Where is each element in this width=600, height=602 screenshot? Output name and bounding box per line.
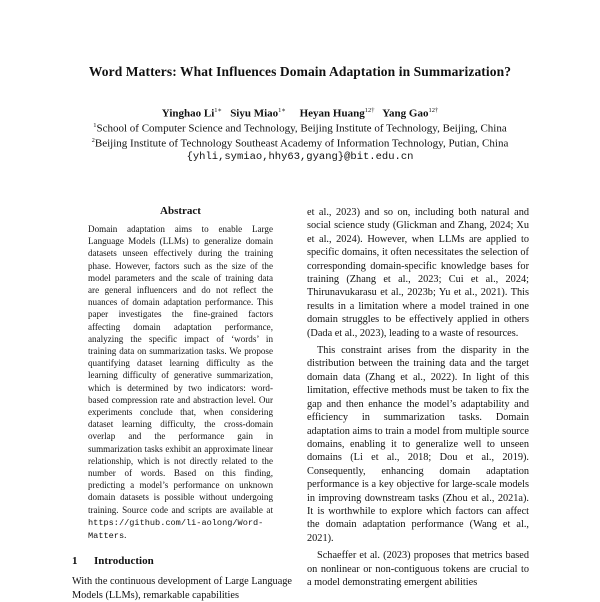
author-emails: {yhli,symiao,hhy63,gyang}@bit.edu.cn <box>186 151 414 163</box>
affiliation-mark: 2 <box>91 137 95 144</box>
abstract-end: . <box>124 530 127 541</box>
abstract-text: Domain adaptation aims to enable Large Language Models (LLMs) to generalize domain datasets unseen effectively during the training phase. However, factors such as the size of the model parameters and the scale of training data are general influencers and do not reflect the nuances of domain adaptation performance. This paper investigates the fine-grained factors affecting domain adaptation performance, analyzing the specific impact of ‘words’ in training data on summarization tasks. We propose quantifying dataset learning difficulty as the learning difficulty of generative summarization, which is determined by two indicators: word-based compression rate and abstraction level. Our experiments conclude that, when considering dataset learning difficulty, the cross-domain overlap and the performance gain in summarization tasks exhibit an approximate linear relationship, which is not directly related to the number of words. Based on this finding, predicting a model’s performance on unknown domain datasets is possible without undergoing training. Source code and scripts are available at <box>88 224 273 515</box>
body-paragraph: et al., 2023) and so on, including both natural and social science study (Glickman and Zhang, 2024; Xu et al., 2024). However, when LLMs are applied to specific domains, it often necessitates the selection of corresponding domain-specific knowledge bases for training (Zhang et al., 2023; Cui et al., 2024; Thirunavukarasu et al., 2023b; Yu et al., 2021). This results in a limitation where a model trained in one domain struggles to be effectively applied in others (Dada et al., 2023), leading to a waste of resources. <box>307 207 529 339</box>
author-name: Yinghao Li <box>161 107 215 120</box>
affiliation <box>0 137 600 150</box>
section-title: Introduction <box>94 555 154 567</box>
right-column <box>307 206 529 593</box>
author-name: Heyan Huang <box>299 107 365 120</box>
author-mark: 12† <box>364 107 375 114</box>
section-number: 1 <box>72 555 78 567</box>
intro-paragraph: With the continuous development of Large Language Models (LLMs), remarkable capabilities <box>72 576 292 601</box>
author-list <box>0 106 600 120</box>
body-paragraph: This constraint arises from the disparity in the distribution between the training data and the target domain data (Zhang et al., 2022). In light of this limitation, effective methods must be taken to fix the gap and then enhance the model’s adaptability and efficiency in summarization tasks. Domain adaptation aims to train a model from multiple source domains, enabling it to generalize well to unseen domains (Li et al., 2018; Dou et al., 2019). Consequently, enhancing domain adaptation performance is a key objective for large-scale models in improving downstream tasks (Zhou et al., 2021a). It is worthwhile to explore which factors can affect the domain adaptation performance (Wang et al., 2021). <box>307 345 529 544</box>
author-mark: 1∗ <box>278 107 286 114</box>
author-mark: 1∗ <box>214 107 222 114</box>
author-mark: 12† <box>428 107 439 114</box>
affiliation-text: Beijing Institute of Technology Southeast Academy of Information Technology, Putian, China <box>94 137 509 150</box>
affiliation <box>0 122 600 135</box>
source-code-link[interactable]: https://github.com/li-aolong/Word-Matters <box>88 517 264 542</box>
author-name: Siyu Miao <box>230 107 279 120</box>
abstract-body <box>88 223 273 542</box>
section-heading <box>72 555 292 567</box>
abstract-heading: Abstract <box>160 205 201 217</box>
body-paragraph: Schaeffer et al. (2023) proposes that metrics based on nonlinear or non-contiguous tokens are crucial to a model demonstrating emergent abilities <box>307 550 529 588</box>
author-name: Yang Gao <box>382 107 429 120</box>
paper-title: Word Matters: What Influences Domain Adaptation in Summarization? <box>88 64 512 79</box>
affiliation-mark: 1 <box>93 122 97 129</box>
affiliation-text: School of Computer Science and Technology, Beijing Institute of Technology, Beijing, China <box>96 122 507 135</box>
